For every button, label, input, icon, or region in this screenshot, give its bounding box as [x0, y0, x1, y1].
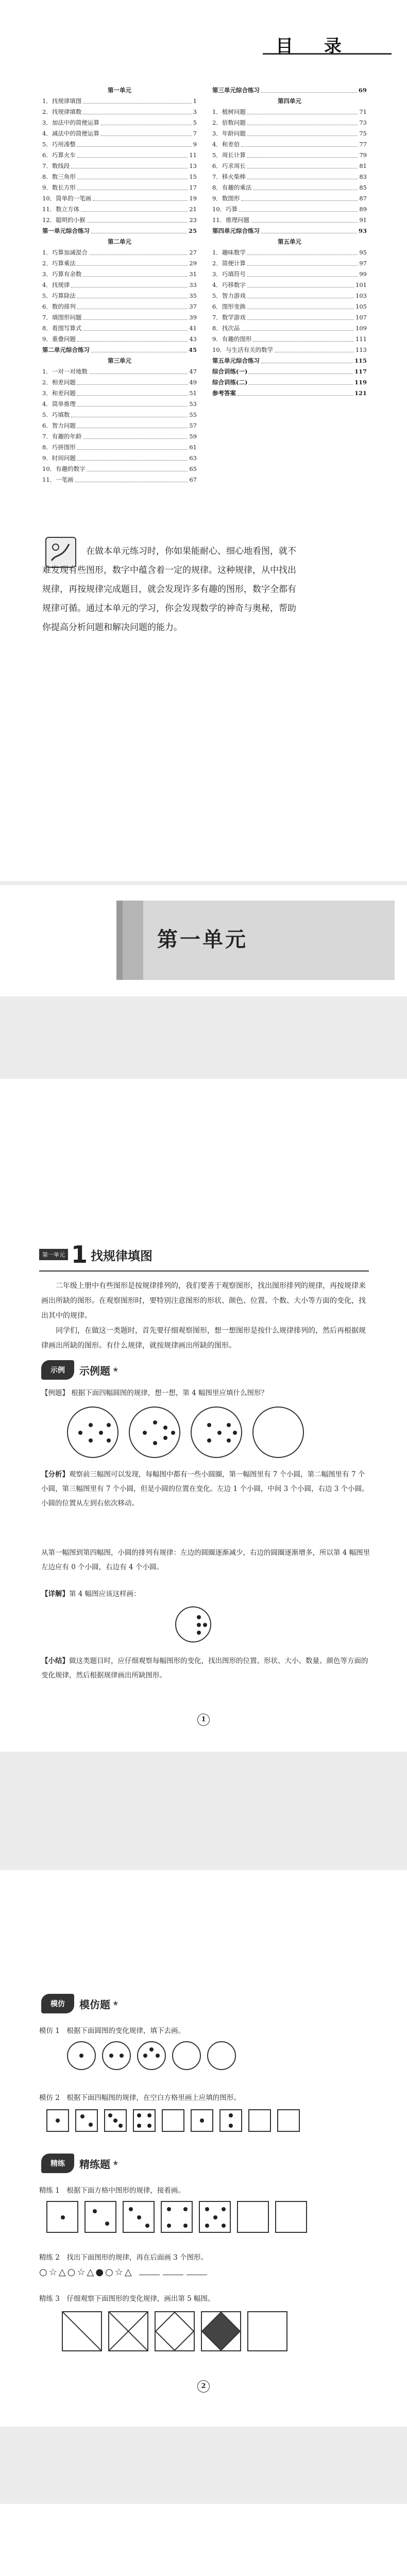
toc-title: 目 录	[276, 36, 354, 57]
toc-entry-page: 55	[189, 411, 197, 418]
toc-entry-page: 39	[189, 314, 197, 321]
toc-entry[interactable]	[212, 215, 367, 226]
toc-entry-title: 10．与生活有关的数学	[212, 346, 274, 353]
toc-unit-heading: 第三单元	[108, 357, 131, 364]
toc-entry-page: 67	[189, 476, 197, 483]
example-circle-4-blank[interactable]	[252, 1406, 304, 1458]
toc-entry[interactable]	[42, 150, 197, 161]
example-question: 【例题】 根据下面四幅圆图的规律，想一想，第 4 幅图里应填什么图形？	[41, 1389, 268, 1397]
toc-entry-title: 2．简便计算	[212, 260, 246, 267]
toc-entry-title: 9．有趣的图形	[212, 335, 252, 343]
toc-entry-page: 119	[354, 379, 367, 386]
drill-badge: 精练	[41, 2154, 74, 2173]
toc-entry[interactable]	[42, 312, 197, 323]
toc-entry-page: 7	[193, 130, 197, 137]
toc-entry-title: 2．倍数问题	[212, 119, 246, 126]
toc-entry[interactable]	[42, 431, 197, 442]
toc-entry[interactable]	[42, 172, 197, 182]
toc-entry[interactable]	[212, 226, 367, 236]
toc-entry-title: 1．趣味数学	[212, 249, 246, 256]
toc-entry-title: 5．智力游戏	[212, 292, 246, 299]
toc-entry-title: 9．重叠问题	[42, 335, 76, 343]
tip-label: 【小结】	[41, 1657, 69, 1665]
toc-entry-title: 第一单元综合练习	[42, 227, 90, 234]
star-icon: ★	[112, 1999, 119, 2008]
toc-entry-title: 7．数学游戏	[212, 314, 246, 321]
toc-entry[interactable]	[212, 388, 367, 399]
toc-entry-title: 8．有趣的乘法	[212, 184, 252, 191]
toc-entry[interactable]	[42, 107, 197, 117]
toc-entry-title: 5．巧算除法	[42, 292, 76, 299]
lesson-intro-p2: 同学们，在做这一类题时，首先要仔细观察图形，想一想图形是按什么规律排列的，然后再根据规律画出所缺的图形。有什么规律，就按规律画出所缺的图形。	[41, 1327, 366, 1350]
toc-entry-page: 107	[355, 314, 367, 321]
toc-entry-title: 7．移火柴棒	[212, 173, 246, 180]
toc-entry-page: 29	[189, 260, 197, 267]
toc-entry[interactable]	[212, 161, 367, 172]
toc-entry-page: 83	[359, 173, 367, 180]
toc-entry-title: 4．简单推理	[42, 400, 76, 408]
toc-entry-title: 参考答案	[212, 389, 236, 397]
toc-entry[interactable]	[42, 377, 197, 388]
lesson-divider	[39, 1270, 369, 1272]
answer-circle	[175, 1606, 211, 1642]
toc-entry-page: 27	[189, 249, 197, 256]
example-section-label	[41, 1360, 119, 1380]
practice-q2-row	[46, 2109, 300, 2132]
toc-entry-page: 91	[359, 216, 367, 224]
star-icon: ★	[112, 1366, 119, 1374]
toc-entry-title: 3．年龄问题	[212, 130, 246, 137]
toc-entry-page: 87	[359, 195, 367, 202]
toc-entry[interactable]	[212, 204, 367, 215]
analysis-text: 观察前三幅图可以发现，每幅图中都有一些小圆圈，第一幅图里有 7 个小圆，第二幅图里有 7 个小圆，第三幅图里有 7 个小圆，但是小圆的位置在变化。左边 1 个小圆，中间 3 个小圆，右边 3 个小圆。小圆的位置从左到右依次移动。	[41, 1470, 369, 1507]
practice-badge: 模仿	[41, 1994, 74, 2013]
toc-entry-page: 111	[355, 335, 367, 343]
toc-entry-page: 101	[355, 281, 367, 289]
toc-entry-title: 6．数的排列	[42, 303, 76, 310]
toc-entry[interactable]	[42, 301, 197, 312]
lesson-header	[39, 1241, 152, 1268]
toc-entry[interactable]	[212, 85, 367, 96]
toc-entry[interactable]	[42, 117, 197, 128]
toc-entry-title: 9．数长方形	[42, 184, 76, 191]
toc-entry[interactable]	[42, 258, 197, 269]
toc-entry[interactable]	[212, 258, 367, 269]
toc-entry-title: 10．简单的一笔画	[42, 195, 92, 202]
toc-entry-page: 69	[358, 87, 367, 94]
toc-entry-page: 75	[359, 130, 367, 137]
toc-entry-title: 第三单元综合练习	[212, 87, 260, 94]
toc-entry-page: 43	[189, 335, 197, 343]
toc-entry[interactable]	[212, 323, 367, 334]
toc-entry-title: 8．数三角形	[42, 173, 76, 180]
lesson-unit-tag: 第一单元	[39, 1249, 68, 1260]
toc-entry[interactable]	[42, 193, 197, 204]
toc-entry-title: 2．巧算乘法	[42, 260, 76, 267]
toc-entry-title: 4．减法中的简便运算	[42, 130, 99, 137]
toc-entry[interactable]	[212, 150, 367, 161]
toc-entry-page: 41	[189, 325, 197, 332]
toc-entry[interactable]	[42, 399, 197, 410]
toc-entry-page: 53	[189, 400, 197, 408]
toc-entry-title: 7．数线段	[42, 162, 70, 170]
toc-entry[interactable]	[212, 128, 367, 139]
toc-page	[0, 0, 407, 881]
toc-entry[interactable]	[42, 366, 197, 377]
toc-entry-page: 35	[189, 292, 197, 299]
toc-entry[interactable]	[212, 247, 367, 258]
practice-q2: 模仿 2 根据下面四幅图的规律，在空白方格里画上应填的图形。	[39, 2094, 241, 2102]
toc-entry-page: 113	[355, 346, 367, 353]
toc-entry-page: 49	[189, 379, 197, 386]
toc-entry-title: 5．巧填数	[42, 411, 70, 418]
toc-entry-page: 115	[354, 357, 367, 364]
toc-entry-title: 7．填图形问题	[42, 314, 82, 321]
toc-entry-title: 3．加法中的简便运算	[42, 119, 99, 126]
toc-entry-page: 21	[189, 206, 197, 213]
toc-unit-heading: 第四单元	[278, 97, 301, 105]
drill-q2-sequence: ○☆△○☆△●○☆△	[39, 2267, 369, 2278]
example-circle-2	[129, 1406, 180, 1458]
example-circles	[67, 1406, 304, 1458]
toc-entry-title: 9．时间问题	[42, 454, 76, 462]
toc-entry[interactable]	[42, 226, 197, 236]
toc-entry[interactable]	[42, 345, 197, 355]
toc-entry[interactable]	[212, 280, 367, 291]
toc-entry[interactable]	[212, 139, 367, 150]
toc-entry[interactable]	[212, 355, 367, 366]
toc-entry-page: 99	[359, 270, 367, 278]
toc-entry-title: 5．巧用凑整	[42, 141, 76, 148]
toc-entry[interactable]	[212, 312, 367, 323]
example-circle-1	[67, 1406, 118, 1458]
unit-banner-title: 第一单元	[157, 928, 248, 952]
toc-entry[interactable]	[42, 388, 197, 399]
toc-unit-heading: 第一单元	[108, 87, 131, 94]
toc-entry-title: 1．植树问题	[212, 108, 246, 115]
toc-entry-page: 57	[189, 422, 197, 429]
toc-unit-heading: 第五单元	[278, 238, 301, 245]
toc-entry-title: 12．聪明的小猴	[42, 216, 86, 224]
practice-q1: 模仿 1 根据下面圆图的变化规律，填下去画。	[39, 2027, 185, 2035]
toc-entry[interactable]	[42, 182, 197, 193]
preface-text: 在做本单元练习时，你如果能耐心、细心地看图，就不难发现有些图形，数字中蕴含着一定的规律。这种规律，从中找出规律，再按规律完成题目，就会发现许多有趣的图形，数字全都有规律可循。通过本单元的学习，你会发现数学的神奇与奥秘，帮助你提高分析问题和解决问题的能力。	[42, 546, 296, 633]
toc-entry[interactable]	[212, 117, 367, 128]
toc-entry-page: 121	[354, 389, 367, 397]
toc-entry[interactable]	[42, 161, 197, 172]
toc-entry[interactable]	[212, 366, 367, 377]
toc-column-right	[212, 85, 367, 399]
example-circle-3	[191, 1406, 242, 1458]
toc-entry-title: 11．一笔画	[42, 476, 74, 483]
toc-entry-page: 73	[359, 119, 367, 126]
toc-unit-heading: 第二单元	[108, 238, 131, 245]
toc-entry[interactable]	[42, 204, 197, 215]
practice-label: 模仿题	[79, 1998, 110, 2011]
toc-entry[interactable]	[212, 291, 367, 301]
example-answer	[41, 1587, 371, 1601]
toc-entry-page: 63	[189, 454, 197, 462]
toc-entry-page: 45	[188, 346, 197, 353]
example-tip	[41, 1654, 371, 1683]
toc-entry-page: 13	[189, 162, 197, 170]
star-icon: ★	[112, 2159, 119, 2167]
toc-entry-page: 95	[359, 249, 367, 256]
toc-entry-title: 1．一对一对地数	[42, 368, 88, 375]
toc-entry[interactable]	[212, 172, 367, 182]
toc-entry[interactable]	[212, 193, 367, 204]
toc-entry-page: 71	[359, 108, 367, 115]
lesson-intro-p1: 二年级上册中有些图形是按规律排列的，我们要善于观察图形，找出图形排列的规律，再按规律来画出所缺的图形。在观察图形时，要特别注意图形的形状、颜色、位置、个数、大小等方面的变化，找出其中的规律。	[41, 1282, 366, 1320]
toc-entry-title: 8．找次品	[212, 325, 240, 332]
toc-entry-title: 8．看图写算式	[42, 325, 82, 332]
page-number-1: 1	[197, 1714, 210, 1726]
toc-entry-page: 25	[188, 227, 197, 234]
toc-column-left	[42, 85, 197, 485]
toc-entry-page: 47	[189, 368, 197, 375]
practice-section-label	[41, 1994, 119, 2013]
toc-entry-title: 1．巧算加减混合	[42, 249, 88, 256]
toc-entry-page: 93	[358, 227, 367, 234]
drill-q3: 精练 3 仔细观察下面图形的变化规律，画出第 5 幅图。	[39, 2295, 215, 2303]
toc-entry-title: 6．巧求周长	[212, 162, 246, 170]
toc-entry-page: 77	[359, 141, 367, 148]
toc-entry-title: 1．找规律填图	[42, 97, 82, 105]
toc-entry[interactable]	[42, 139, 197, 150]
toc-entry-page: 51	[189, 389, 197, 397]
toc-entry[interactable]	[42, 464, 197, 474]
toc-entry[interactable]	[212, 345, 367, 355]
toc-entry-page: 85	[359, 184, 367, 191]
lesson-title: 找规律填图	[91, 1248, 153, 1263]
toc-entry-page: 37	[189, 303, 197, 310]
toc-entry-title: 3．巧填符号	[212, 270, 246, 278]
drill-section-label	[41, 2154, 119, 2173]
toc-entry-page: 89	[359, 206, 367, 213]
toc-entry-title: 10．巧算	[212, 206, 238, 213]
toc-entry[interactable]	[42, 410, 197, 420]
toc-entry-title: 5．周长计算	[212, 151, 246, 159]
toc-entry[interactable]	[212, 377, 367, 388]
toc-entry-page: 5	[193, 119, 197, 126]
toc-entry-page: 33	[189, 281, 197, 289]
example-label: 示例题	[79, 1364, 110, 1377]
toc-entry-page: 1	[193, 97, 197, 105]
toc-entry-title: 2．相差问题	[42, 379, 76, 386]
toc-entry[interactable]	[42, 269, 197, 280]
toc-entry-title: 3．巧算有余数	[42, 270, 82, 278]
toc-entry-title: 第四单元综合练习	[212, 227, 260, 234]
analysis-label: 【分析】	[41, 1470, 69, 1479]
toc-entry-page: 65	[189, 465, 197, 472]
toc-entry[interactable]	[42, 453, 197, 464]
toc-entry-title: 6．图形变换	[212, 303, 246, 310]
example-analysis	[41, 1467, 371, 1511]
toc-entry[interactable]	[212, 334, 367, 345]
toc-entry[interactable]	[42, 323, 197, 334]
toc-entry-page: 109	[355, 325, 367, 332]
toc-entry-page: 31	[189, 270, 197, 278]
toc-entry-title: 6．巧算火车	[42, 151, 76, 159]
toc-entry[interactable]	[42, 334, 197, 345]
practice-q1-row	[67, 2041, 236, 2070]
toc-entry-title: 6．智力问题	[42, 422, 76, 429]
toc-entry-title: 11．推理问题	[212, 216, 250, 224]
drill-label: 精练题	[79, 2158, 110, 2171]
toc-entry-page: 61	[189, 444, 197, 451]
toc-entry-page: 19	[189, 195, 197, 202]
toc-entry-title: 第五单元综合练习	[212, 357, 260, 364]
toc-entry-title: 4．和差倍	[212, 141, 240, 148]
toc-entry[interactable]	[42, 474, 197, 485]
toc-entry-page: 17	[189, 184, 197, 191]
toc-entry-title: 综合训练(二)	[212, 379, 248, 386]
toc-entry-page: 103	[355, 292, 367, 299]
toc-entry-title: 10．有趣的数字	[42, 465, 86, 472]
toc-entry-page: 105	[355, 303, 367, 310]
lesson-number: 1	[71, 1241, 88, 1268]
toc-entry-title: 8．巧拼图形	[42, 444, 76, 451]
answer-label: 【详解】	[41, 1590, 69, 1598]
toc-entry[interactable]	[42, 420, 197, 431]
toc-entry-page: 117	[354, 368, 367, 375]
toc-entry-title: 综合训练(一)	[212, 368, 248, 375]
example-badge: 示例	[41, 1360, 74, 1380]
toc-entry-page: 79	[359, 151, 367, 159]
toc-entry[interactable]	[212, 107, 367, 117]
tip-text: 做这类题目时，应仔细观察每幅图形的变化，找出图形的位置、形状、大小、数量、颜色等方面的变化规律，然后根据规律画出所缺图形。	[41, 1657, 368, 1680]
toc-entry-title: 第二单元综合练习	[42, 346, 90, 353]
toc-entry[interactable]	[42, 291, 197, 301]
toc-entry[interactable]	[42, 280, 197, 291]
toc-entry-page: 3	[193, 108, 197, 115]
toc-entry-title: 11．数立方体	[42, 206, 80, 213]
toc-entry[interactable]	[42, 247, 197, 258]
toc-entry-title: 4．巧移数字	[212, 281, 246, 289]
toc-entry[interactable]	[212, 269, 367, 280]
toc-entry-page: 81	[359, 162, 367, 170]
toc-entry-page: 97	[359, 260, 367, 267]
toc-entry[interactable]	[212, 301, 367, 312]
toc-entry-title: 9．数图形	[212, 195, 240, 202]
lesson-intro	[41, 1279, 371, 1353]
toc-entry[interactable]	[42, 215, 197, 226]
answer-text: 第 4 幅图应该这样画：	[69, 1590, 141, 1598]
toc-entry-page: 59	[189, 433, 197, 440]
drill-q1: 精练 1 根据下面方格中图形的规律，接着画。	[39, 2187, 185, 2195]
example-analysis2: 从第一幅图到第四幅图，小圆的排列有规律：左边的圆圈逐渐减少，右边的圆圈逐渐增多，所以第 4 幅图里左边应有 0 个小圆，右边有 4 个小圆。	[41, 1549, 370, 1571]
toc-entry-title: 2．找规律填数	[42, 108, 82, 115]
toc-entry-title: 4．找规律	[42, 281, 70, 289]
drill-q1-row	[46, 2201, 307, 2233]
toc-entry-page: 15	[189, 173, 197, 180]
toc-entry-title: 7．有趣的年龄	[42, 433, 82, 440]
toc-entry-page: 11	[189, 151, 197, 159]
toc-entry[interactable]	[42, 442, 197, 453]
page-number-2: 2	[197, 2380, 210, 2393]
toc-entry[interactable]	[42, 128, 197, 139]
toc-entry-title: 3．和差问题	[42, 389, 76, 397]
drill-q3-row	[62, 2311, 287, 2351]
drill-q2: 精练 2 找出下面图形的规律，再在后面画 3 个图形。	[39, 2253, 208, 2262]
extend-page	[0, 2504, 407, 2576]
toc-entry-page: 9	[193, 141, 197, 148]
toc-entry[interactable]	[42, 96, 197, 107]
toc-entry[interactable]	[212, 182, 367, 193]
toc-entry-page: 23	[189, 216, 197, 224]
